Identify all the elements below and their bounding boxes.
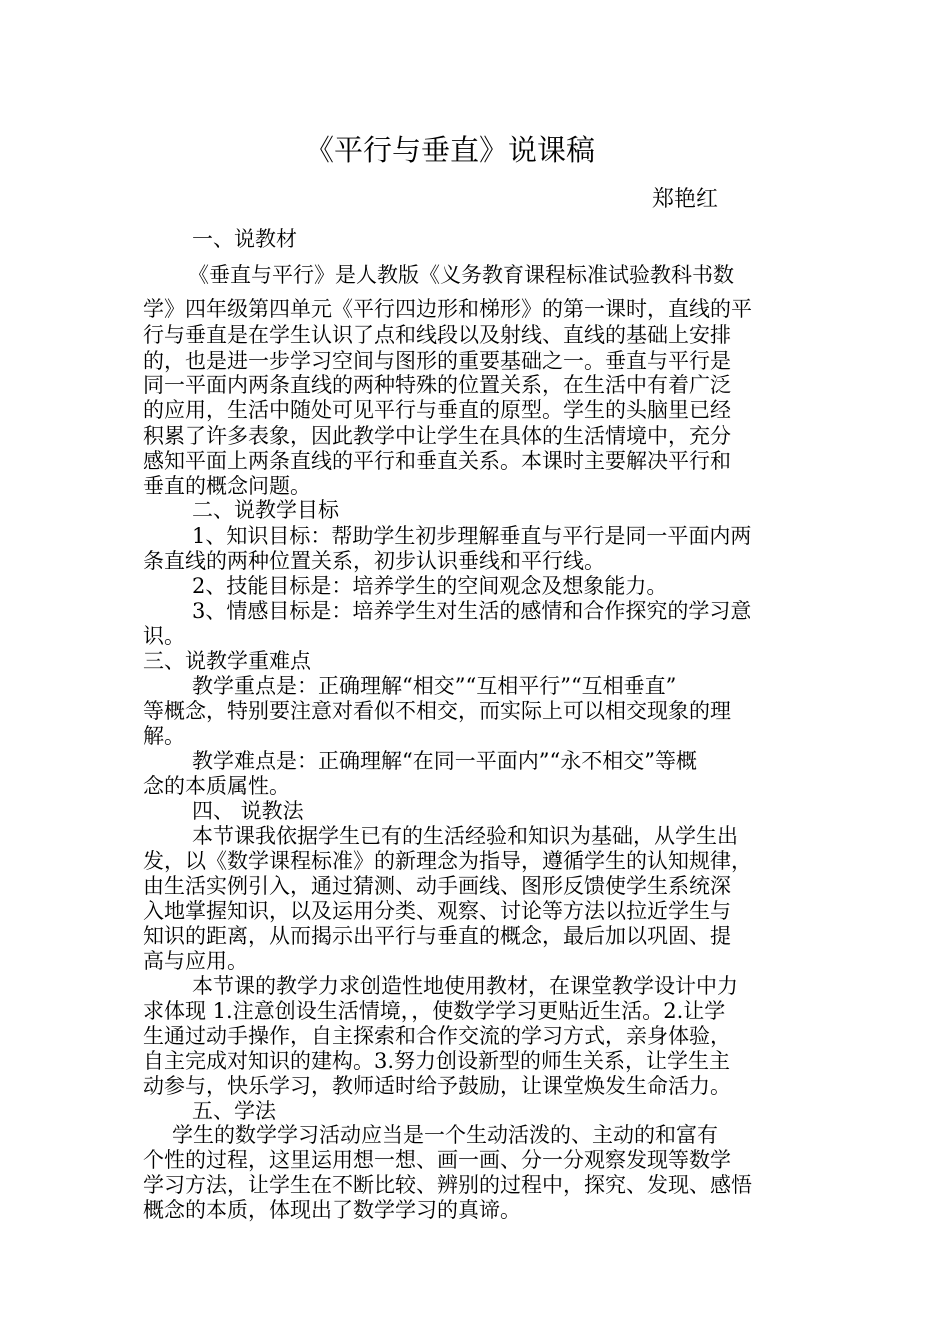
paragraph-line: 本节课的教学力求创造性地使用教材，在课堂教学设计中力	[192, 974, 738, 998]
paragraph-line: 教学重点是：正确理解“相交”“互相平行”“互相垂直”	[192, 674, 677, 698]
paragraph-line: 《垂直与平行》是人教版《义务教育课程标准试验教科书数	[188, 263, 734, 287]
paragraph-line: 知识的距离，从而揭示出平行与垂直的概念，最后加以巩固、提	[143, 924, 731, 948]
paragraph-line: 2、技能目标是：培养学生的空间观念及想象能力。	[192, 574, 668, 598]
paragraph-line: 教学难点是：正确理解“在同一平面内”“永不相交”等概	[192, 749, 697, 773]
heading-key-points: 三、说教学重难点	[143, 649, 311, 673]
paragraph-line: 同一平面内两条直线的两种特殊的位置关系，在生活中有着广泛	[143, 373, 731, 397]
paragraph-line: 感知平面上两条直线的平行和垂直关系。本课时主要解决平行和	[143, 449, 731, 473]
paragraph-line: 垂直的概念问题。	[143, 474, 311, 498]
document-title: 《平行与垂直》说课稿	[304, 133, 595, 167]
paragraph-line: 的应用，生活中随处可见平行与垂直的原型。学生的头脑里已经	[143, 398, 731, 422]
paragraph-line: 入地掌握知识，以及运用分类、观察、讨论等方法以拉近学生与	[143, 899, 731, 923]
paragraph-line: 1、知识目标：帮助学生初步理解垂直与平行是同一平面内两	[192, 524, 752, 548]
paragraph-line: 自主完成对知识的建构。3.努力创设新型的师生关系，让学生主	[143, 1049, 731, 1073]
paragraph-line: 发，以《数学课程标准》的新理念为指导，遵循学生的认知规律，	[143, 849, 752, 873]
paragraph-line: 学》四年级第四单元《平行四边形和梯形》的第一课时，直线的平	[143, 297, 752, 321]
paragraph-line: 积累了许多表象，因此教学中让学生在具体的生活情境中，充分	[143, 424, 731, 448]
paragraph-line: 念的本质属性。	[143, 774, 290, 798]
paragraph-line: 的，也是进一步学习空间与图形的重要基础之一。垂直与平行是	[143, 349, 731, 373]
paragraph-line: 3、情感目标是：培养学生对生活的感情和合作探究的学习意	[192, 599, 752, 623]
heading-textbook: 一、说教材	[192, 227, 297, 251]
heading-learning-method: 五、学法	[192, 1099, 276, 1123]
paragraph-line: 生通过动手操作，自主探索和合作交流的学习方式，亲身体验，	[143, 1024, 731, 1048]
paragraph-line: 动参与，快乐学习，教师适时给予鼓励，让课堂焕发生命活力。	[143, 1074, 731, 1098]
heading-objectives: 二、说教学目标	[192, 498, 339, 522]
paragraph-line: 行与垂直是在学生认识了点和线段以及射线、直线的基础上安排	[143, 323, 731, 347]
heading-teaching-method: 四、 说教法	[192, 799, 304, 823]
paragraph-line: 学习方法，让学生在不断比较、辨别的过程中，探究、发现、感悟	[143, 1173, 752, 1197]
paragraph-line: 求体现 1.注意创设生活情境，，使数学学习更贴近生活。2.让学	[143, 999, 726, 1023]
paragraph-line: 解。	[143, 724, 185, 748]
paragraph-line: 条直线的两种位置关系，初步认识垂线和平行线。	[143, 549, 605, 573]
paragraph-line: 学生的数学学习活动应当是一个生动活泼的、主动的和富有	[172, 1123, 718, 1147]
paragraph-line: 高与应用。	[143, 949, 248, 973]
paragraph-line: 由生活实例引入，通过猜测、动手画线、图形反馈使学生系统深	[143, 874, 731, 898]
paragraph-line: 本节课我依据学生已有的生活经验和知识为基础，从学生出	[192, 824, 738, 848]
paragraph-line: 等概念，特别要注意对看似不相交，而实际上可以相交现象的理	[143, 699, 731, 723]
document-author: 郑艳红	[652, 187, 719, 212]
paragraph-line: 概念的本质，体现出了数学学习的真谛。	[143, 1198, 521, 1222]
paragraph-line: 识。	[143, 624, 185, 648]
paragraph-line: 个性的过程，这里运用想一想、画一画、分一分观察发现等数学	[143, 1148, 731, 1172]
